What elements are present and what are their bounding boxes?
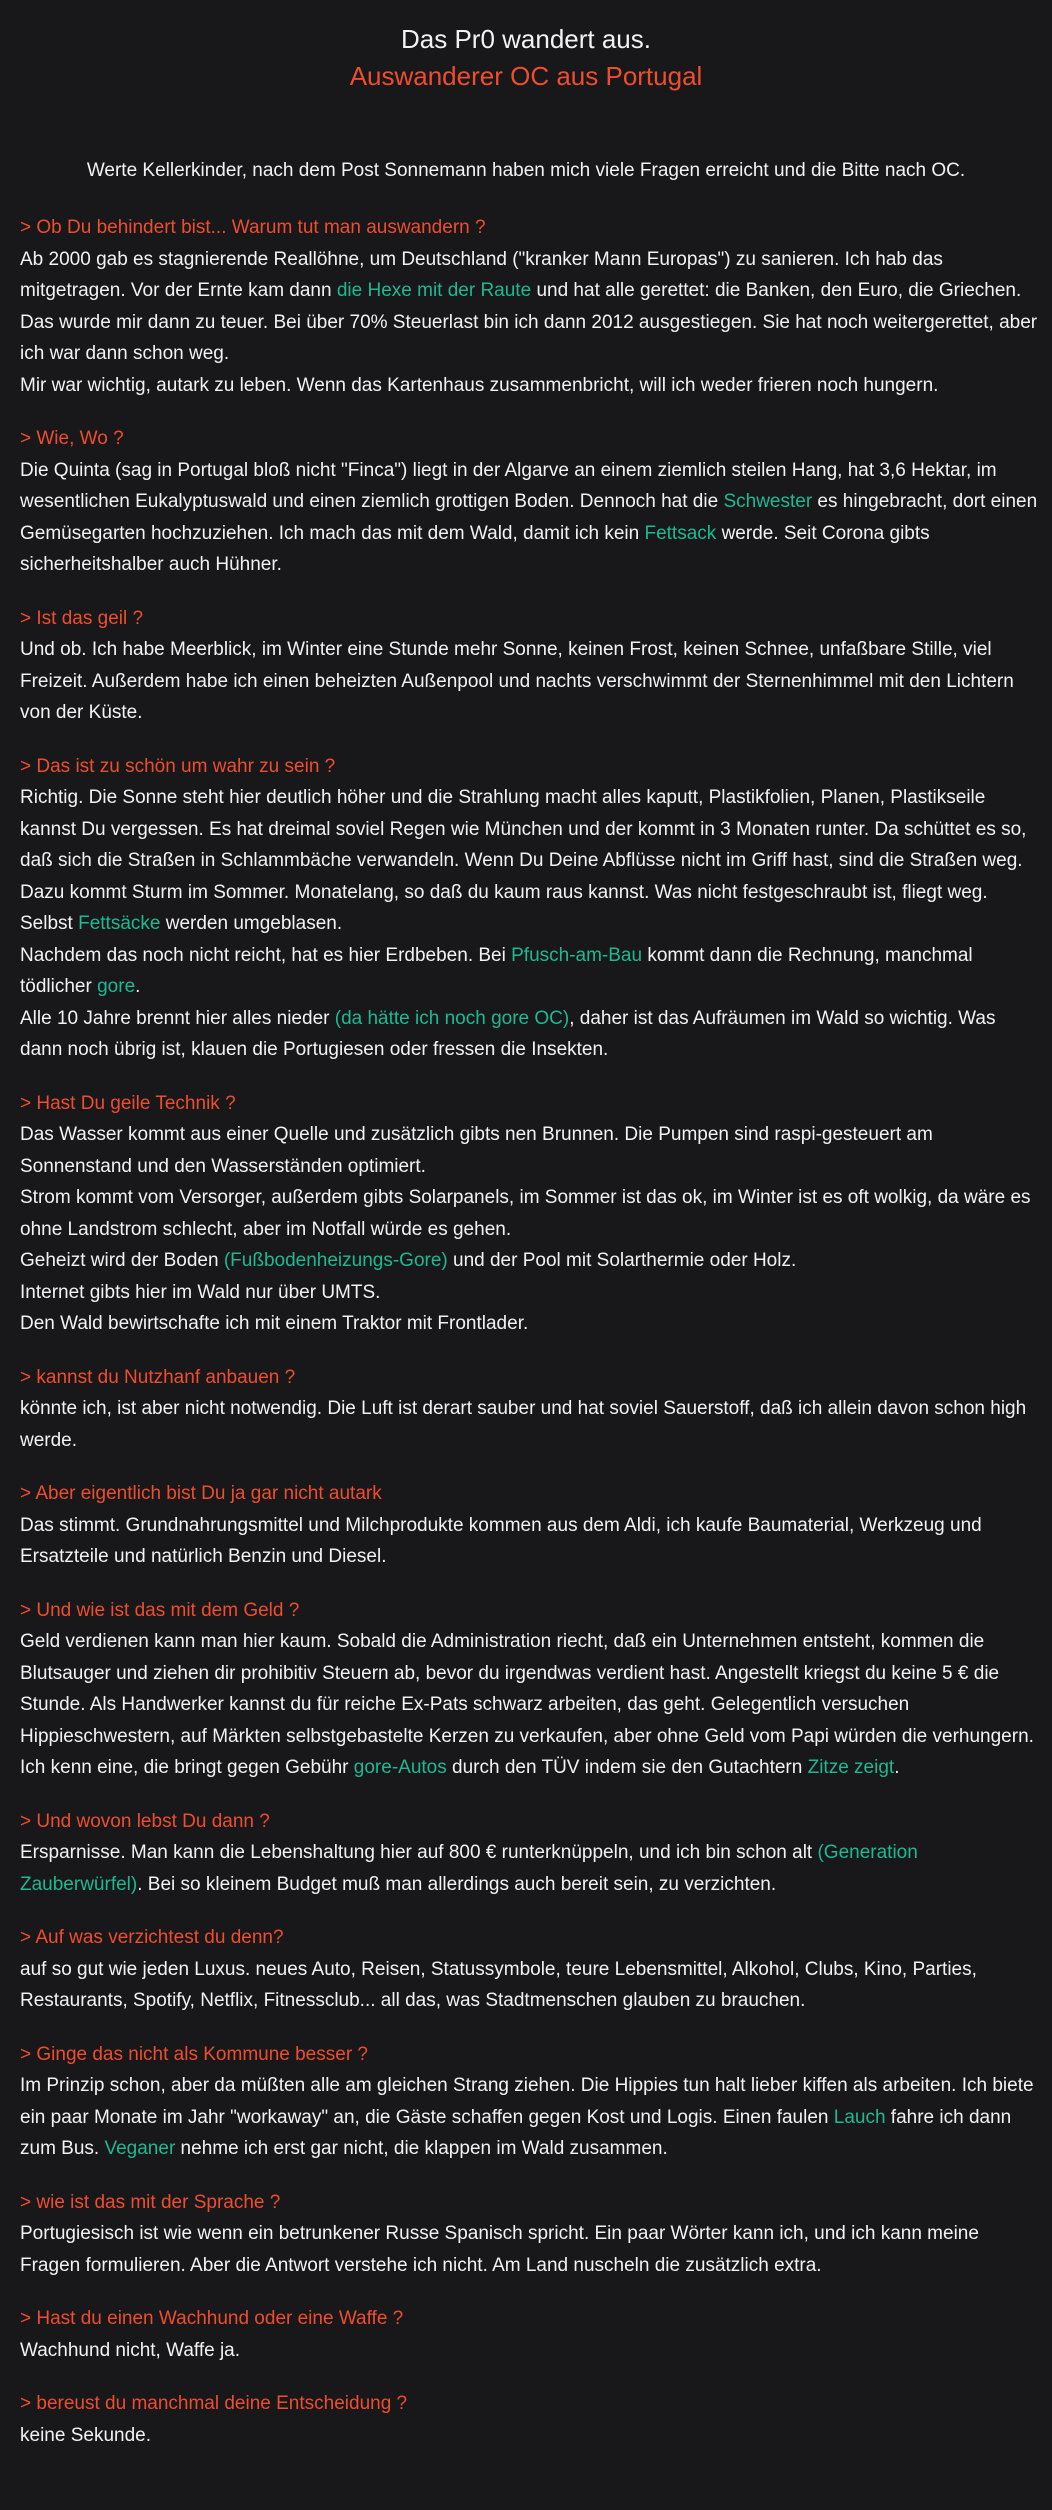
answer-paragraph xyxy=(20,1119,1040,1182)
answer-paragraph xyxy=(20,940,1040,1003)
answer-text: und der Pool mit Solarthermie oder Holz. xyxy=(447,1250,797,1271)
answer-text: keine Sekunde. xyxy=(20,2424,151,2446)
qa-section xyxy=(20,423,1040,581)
page-title: Das Pr0 wandert aus. xyxy=(400,24,651,54)
answer-text: werde. Seit Corona gibts sicherheitshalber auch Hühner. xyxy=(20,522,930,575)
qa-section xyxy=(20,2187,1040,2282)
answer-paragraph xyxy=(20,1308,1040,1340)
answer-text: und hat alle gerettet: die Banken, den Euro, die Griechen. Das wurde mir dann zu teuer. Bei über 70% Steuerlast bin ich dann 2012 ausgestiegen. Sie hat noch weitergerettet, aber ich war dann schon weg. xyxy=(20,280,1038,364)
answer-text: Mir war wichtig, autark zu leben. Wenn das Kartenhaus zusammenbricht, will ich weder frieren noch hungern. xyxy=(20,374,939,396)
highlight-term: die Hexe mit der Raute xyxy=(336,280,532,301)
qa-section xyxy=(20,1362,1040,1457)
answer-paragraph xyxy=(20,1182,1040,1245)
answer-paragraph xyxy=(20,1954,1040,2017)
question-heading: > Ginge das nicht als Kommune besser ? xyxy=(20,2043,368,2065)
answer-text: Im Prinzip schon, aber da müßten alle am gleichen Strang ziehen. Die Hippies tun halt lieber kiffen als arbeiten. Ich biete ein paar Monate im Jahr "workaway" an, die Gäste schaffen gegen Kost und Logis. Einen faulen xyxy=(20,2075,1034,2128)
question-heading: > kannst du Nutzhanf anbauen ? xyxy=(20,1366,296,1388)
answer-text: Ab 2000 gab es stagnierende Reallöhne, um Deutschland ("kranker Mann Europas") zu sanieren. Ich hab das mitgetragen. Vor der Ernte kam dann xyxy=(20,248,943,301)
answer-text: Die Quinta (sag in Portugal bloß nicht "Finca") liegt in der Algarve an einem ziemlich steilen Hang, hat 3,6 Hektar, im wesentlichen Eukalyptuswald und einen ziemlich grottigen Boden. Dennoch hat die xyxy=(20,459,997,512)
answer-paragraph xyxy=(20,1510,1040,1573)
answer-paragraph xyxy=(20,2070,1040,2165)
qa-section xyxy=(20,2303,1040,2366)
answer-text: könnte ich, ist aber nicht notwendig. Die Luft ist derart sauber und hat soviel Sauerstoff, daß ich allein davon schon high werde. xyxy=(20,1398,1027,1451)
question-heading: > Hast du einen Wachhund oder eine Waffe ? xyxy=(20,2308,404,2329)
answer-text: Portugiesisch ist wie wenn ein betrunkener Russe Spanisch spricht. Ein paar Wörter kann ich, und ich kann meine Fragen formulieren. Aber die Antwort verstehe ich nicht. Am Land nuscheln die zusätzlich extra. xyxy=(20,2223,979,2276)
qa-section xyxy=(20,1922,1040,2017)
answer-paragraph xyxy=(20,782,1040,940)
answer-paragraph xyxy=(20,1003,1040,1066)
answer-paragraph xyxy=(20,2218,1040,2281)
qa-section xyxy=(20,1595,1040,1784)
qa-section xyxy=(20,751,1040,1066)
answer-paragraph xyxy=(20,1626,1040,1784)
highlight-term: Zitze zeigt xyxy=(807,1757,895,1778)
answer-text: Wachhund nicht, Waffe ja. xyxy=(20,2339,241,2361)
answer-text: Richtig. Die Sonne steht hier deutlich höher und die Strahlung macht alles kaputt, Plastikfolien, Planen, Plastikseile kannst Du vergessen. Es hat dreimal soviel Regen wie München und der kommt in 3 Monaten runter. Da schüttet es so, daß sich die Straßen in Schlammbäche verwandeln. Wenn Du Deine Abflüsse nicht im Griff hast, sind die Straßen weg. Dazu kommt Sturm im Sommer. Monatelang, so daß du kaum raus kannst. Was nicht festgeschraubt ist, fliegt weg. Selbst xyxy=(20,787,1027,934)
highlight-term: gore-Autos xyxy=(353,1757,447,1778)
highlight-term: Pfusch-am-Bau xyxy=(511,944,643,966)
question-heading: > Wie, Wo ? xyxy=(20,428,124,449)
answer-text: kommt dann die Rechnung, manchmal tödlicher xyxy=(20,944,973,997)
answer-text: Internet gibts hier im Wald nur über UMTS. xyxy=(20,1281,381,1303)
answer-text: durch den TÜV indem sie den Gutachtern xyxy=(446,1757,808,1778)
answer-text: . xyxy=(894,1757,900,1778)
qa-section xyxy=(20,1478,1040,1573)
question-heading: > wie ist das mit der Sprache ? xyxy=(20,2191,281,2213)
question-heading: > Hast Du geile Technik ? xyxy=(20,1092,236,1114)
highlight-term: Lauch xyxy=(833,2106,886,2128)
answer-paragraph xyxy=(20,244,1040,370)
highlight-term: Schwester xyxy=(723,491,813,512)
qa-section xyxy=(20,1806,1040,1901)
question-heading: > Ob Du behindert bist... Warum tut man auswandern ? xyxy=(20,217,486,238)
answer-text: Das stimmt. Grundnahrungsmittel und Milchprodukte kommen aus dem Aldi, ich kaufe Baumaterial, Werkzeug und Ersatzteile und natürlich Benzin und Diesel. xyxy=(20,1514,982,1567)
answer-paragraph xyxy=(20,370,1040,402)
answer-text: Strom kommt vom Versorger, außerdem gibts Solarpanels, im Sommer ist das ok, im Winter ist es oft wolkig, da wäre es ohne Landstrom schlecht, aber im Notfall würde es gehen. xyxy=(20,1187,1031,1240)
answer-text: auf so gut wie jeden Luxus. neues Auto, Reisen, Statussymbole, teure Lebensmittel, Alkohol, Clubs, Kino, Parties, Restaurants, Spotify, Netflix, Fitnessclub... all das, was Stadtmenschen glauben zu brauchen. xyxy=(20,1958,977,2011)
answer-paragraph xyxy=(20,1393,1040,1456)
answer-paragraph xyxy=(20,455,1040,581)
answer-paragraph xyxy=(20,2335,1040,2367)
question-heading: > Und wovon lebst Du dann ? xyxy=(20,1810,270,1832)
question-heading: > bereust du manchmal deine Entscheidung ? xyxy=(20,2393,408,2414)
answer-text: Geheizt wird der Boden xyxy=(20,1250,224,1271)
answer-paragraph xyxy=(20,1277,1040,1309)
qa-section xyxy=(20,2388,1040,2451)
answer-text: Das Wasser kommt aus einer Quelle und zusätzlich gibts nen Brunnen. Die Pumpen sind raspi-gesteuert am Sonnenstand und den Wasserständen optimiert. xyxy=(20,1124,933,1177)
qa-section xyxy=(20,1088,1040,1340)
answer-text: Den Wald bewirtschafte ich mit einem Traktor mit Frontlader. xyxy=(20,1313,529,1334)
answer-text: Ersparnisse. Man kann die Lebenshaltung hier auf 800 € runterknüppeln, und ich bin schon alt xyxy=(20,1842,818,1863)
answer-text: . Bei so kleinem Budget muß man allerdings auch bereit sein, zu verzichten. xyxy=(137,1873,777,1895)
answer-text: , daher ist das Aufräumen im Wald so wichtig. Was dann noch übrig ist, klauen die Portugiesen oder fressen die Insekten. xyxy=(20,1007,996,1060)
answer-paragraph xyxy=(20,1245,1040,1277)
answer-text: nehme ich erst gar nicht, die klappen im Wald zusammen. xyxy=(175,2138,668,2159)
answer-text: fahre ich dann zum Bus. xyxy=(20,2106,1012,2159)
highlight-term: Veganer xyxy=(104,2138,176,2159)
highlight-term: (Fußbodenheizungs-Gore) xyxy=(223,1250,448,1271)
answer-text: Nachdem das noch nicht reicht, hat es hier Erdbeben. Bei xyxy=(20,944,512,966)
answer-paragraph xyxy=(20,634,1040,729)
answer-text: Geld verdienen kann man hier kaum. Sobald die Administration riecht, daß ein Unternehmen entsteht, kommen die Blutsauger und ziehen dir prohibitiv Steuern ab, bevor du irgendwas verdient hast. Angestellt kriegst du keine 5 € die Stunde. Als Handwerker kannst du für reiche Ex-Pats schwarz arbeiten, das geht. Gelegentlich versuchen Hippieschwestern, auf Märkten selbstgebastelte Kerzen zu verkaufen, aber ohne Geld vom Papi würden die verhungern. Ich kenn eine, die bringt gegen Gebühr xyxy=(20,1631,1034,1778)
highlight-term: (Generation Zauberwürfel) xyxy=(20,1842,918,1895)
question-heading: > Auf was verzichtest du denn? xyxy=(20,1927,284,1948)
answer-text: Und ob. Ich habe Meerblick, im Winter eine Stunde mehr Sonne, keinen Frost, keinen Schnee, unfaßbare Stille, viel Freizeit. Außerdem habe ich einen beheizten Außenpool und nachts verschwimmt der Sternenhimmel mit den Lichtern von der Küste. xyxy=(20,639,1014,723)
question-heading: > Aber eigentlich bist Du ja gar nicht autark xyxy=(20,1483,382,1504)
highlight-term: Fettsack xyxy=(644,522,717,544)
answer-text: werden umgeblasen. xyxy=(160,913,343,934)
question-heading: > Ist das geil ? xyxy=(20,607,144,629)
highlight-term: gore xyxy=(97,976,136,997)
answer-text: Alle 10 Jahre brennt hier alles nieder xyxy=(20,1007,335,1029)
page-subtitle: Auswanderer OC aus Portugal xyxy=(349,61,703,91)
answer-paragraph xyxy=(20,1837,1040,1900)
intro-text: Werte Kellerkinder, nach dem Post Sonnemann haben mich viele Fragen erreicht und die Bitte nach OC. xyxy=(86,160,966,181)
answer-paragraph xyxy=(20,2420,1040,2452)
qa-section xyxy=(20,603,1040,729)
qa-section xyxy=(20,2039,1040,2165)
question-heading: > Und wie ist das mit dem Geld ? xyxy=(20,1599,300,1621)
qa-section xyxy=(20,212,1040,401)
highlight-term: (da hätte ich noch gore OC) xyxy=(334,1007,570,1029)
answer-text: es hingebracht, dort einen Gemüsegarten hochzuziehen. Ich mach das mit dem Wald, damit ich kein xyxy=(20,491,1038,544)
qa-content xyxy=(20,212,1040,2473)
answer-text: . xyxy=(135,976,141,997)
highlight-term: Fettsäcke xyxy=(78,913,161,934)
question-heading: > Das ist zu schön um wahr zu sein ? xyxy=(20,755,336,777)
